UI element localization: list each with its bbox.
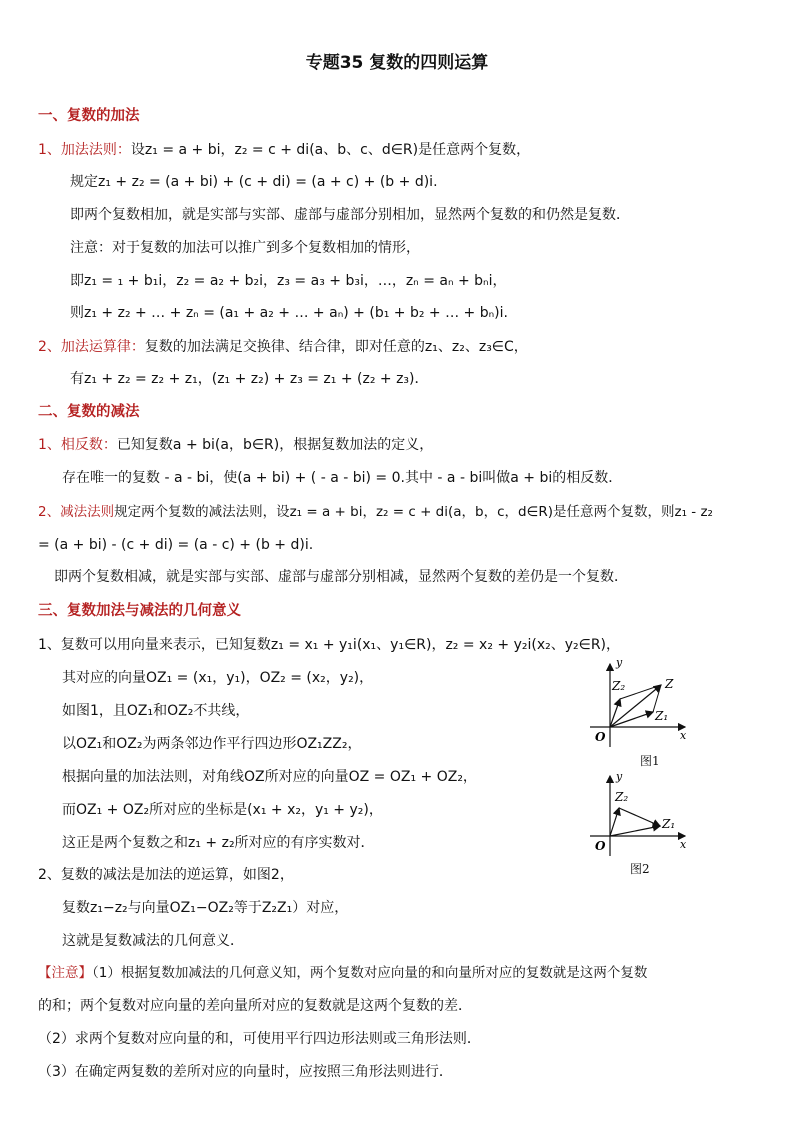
geometry-line-6: 而OZ₁ + OZ₂所对应的坐标是(x₁ + x₂，y₁ + y₂)， bbox=[62, 802, 383, 818]
opposite-number-text: 已知复数a + bi(a，b∈R)，根据复数加法的定义， bbox=[116, 437, 434, 453]
page-title: 专题35 复数的四则运算 bbox=[305, 53, 489, 73]
figure-2-caption: 图2 bbox=[630, 862, 650, 876]
fig2-label-o: O bbox=[595, 839, 606, 853]
addition-rule-label: 1、加法法则： bbox=[38, 142, 131, 158]
geometry-line-2: 其对应的向量OZ₁ = (x₁，y₁)，OZ₂ = (x₂，y₂)， bbox=[62, 670, 374, 686]
fig2-label-y: y bbox=[616, 770, 623, 783]
section-heading-subtraction: 二、复数的减法 bbox=[38, 404, 140, 420]
subtraction-explanation: 即两个复数相减，就是实部与实部、虚部与虚部分别相减，显然两个复数的差仍是一个复数． bbox=[54, 569, 628, 585]
note-text-3: （3）在确定两复数的差所对应的向量时，应按照三角形法则进行． bbox=[38, 1064, 453, 1080]
vector-z2z1 bbox=[619, 808, 660, 826]
addition-rule-paragraph bbox=[38, 141, 530, 159]
fig2-label-x: x bbox=[680, 838, 687, 851]
note-text-2: （2）求两个复数对应向量的和，可使用平行四边形法则或三角形法则． bbox=[38, 1031, 481, 1047]
section-heading-geometry: 三、复数加法与减法的几何意义 bbox=[38, 603, 241, 619]
fig1-label-z: Z bbox=[665, 677, 674, 691]
geometry-line-1: 1、复数可以用向量来表示，已知复数z₁ = x₁ + y₁i(x₁、y₁∈R)，z₂ = x₂ + y₂i(x₂、y₂∈R)， bbox=[38, 637, 621, 653]
addition-sequence: 即z₁ = ₁ + b₁i，z₂ = a₂ + b₂i，z₃ = a₃ + b₃i，…，zₙ = aₙ + bₙi， bbox=[70, 273, 507, 289]
geometry-line-10: 这就是复数减法的几何意义． bbox=[62, 933, 244, 949]
note-label: 【注意】 bbox=[38, 965, 92, 981]
vector-oz1 bbox=[610, 712, 653, 727]
addition-note: 注意：对于复数的加法可以推广到多个复数相加的情形， bbox=[70, 240, 420, 256]
addition-explanation: 即两个复数相加，就是实部与实部、虚部与虚部分别相加，显然两个复数的和仍然是复数． bbox=[70, 207, 630, 223]
fig1-label-y: y bbox=[616, 656, 623, 669]
note-text-1: （1）根据复数加减法的几何意义知，两个复数对应向量的和向量所对应的复数就是这两个复数 bbox=[92, 965, 648, 981]
fig2-label-z2: Z₂ bbox=[615, 790, 629, 804]
subtraction-rule-label: 2、减法法则 bbox=[38, 504, 115, 520]
subtraction-rule-formula: = (a + bi) - (c + di) = (a - c) + (b + d)i. bbox=[38, 537, 314, 553]
figure-1-diagram bbox=[585, 652, 700, 752]
fig1-label-x: x bbox=[680, 729, 687, 742]
fig1-label-z2: Z₂ bbox=[612, 679, 626, 693]
addition-law-label: 2、加法运算律： bbox=[38, 339, 145, 355]
opposite-number-definition: 存在唯一的复数 - a - bi，使(a + bi) + ( - a - bi) = 0.其中 - a - bi叫做a + bi的相反数． bbox=[62, 470, 623, 486]
geometry-line-7: 这正是两个复数之和z₁ + z₂所对应的有序实数对． bbox=[62, 835, 375, 851]
addition-law-formula: 有z₁ + z₂ = z₂ + z₁，(z₁ + z₂) + z₃ = z₁ + (z₂ + z₃)． bbox=[70, 371, 429, 387]
section-heading-addition: 一、复数的加法 bbox=[38, 108, 140, 124]
note-paragraph-1 bbox=[38, 964, 647, 982]
geometry-line-9: 复数z₁−z₂与向量OZ₁−OZ₂等于Z₂Z₁）对应， bbox=[62, 900, 349, 916]
geometry-line-3: 如图1，且OZ₁和OZ₂不共线， bbox=[62, 703, 250, 719]
geometry-line-8: 2、复数的减法是加法的逆运算，如图2， bbox=[38, 867, 294, 883]
opposite-number-paragraph bbox=[38, 436, 433, 454]
addition-rule-formula: 规定z₁ + z₂ = (a + bi) + (c + di) = (a + c) + (b + d)i. bbox=[70, 174, 438, 190]
addition-rule-text: 设z₁ = a + bi，z₂ = c + di(a、b、c、d∈R)是任意两个复数， bbox=[130, 142, 531, 158]
fig2-label-z1: Z₁ bbox=[662, 817, 676, 831]
parallelogram-side-top bbox=[620, 685, 661, 699]
vector-oz1 bbox=[610, 826, 660, 836]
vector-oz2 bbox=[610, 808, 619, 836]
geometry-line-5: 根据向量的加法法则，对角线OZ所对应的向量OZ = OZ₁ + OZ₂， bbox=[62, 769, 477, 785]
addition-law-paragraph bbox=[38, 338, 528, 356]
figure-1-caption: 图1 bbox=[640, 754, 660, 768]
subtraction-rule-paragraph bbox=[38, 503, 713, 521]
fig1-label-z1: Z₁ bbox=[655, 709, 669, 723]
fig1-label-o: O bbox=[595, 730, 606, 744]
subtraction-rule-text: 规定两个复数的减法法则，设z₁ = a + bi，z₂ = c + di(a，b，c，d∈R)是任意两个复数，则z₁ - z₂ bbox=[114, 504, 713, 520]
geometry-line-4: 以OZ₁和OZ₂为两条邻边作平行四边形OZ₁ZZ₂， bbox=[62, 736, 362, 752]
figure-2-diagram bbox=[585, 768, 700, 858]
addition-law-text: 复数的加法满足交换律、结合律，即对任意的z₁、z₂、z₃∈C， bbox=[144, 339, 528, 355]
opposite-number-label: 1、相反数： bbox=[38, 437, 117, 453]
note-text-1b: 的和；两个复数对应向量的差向量所对应的复数就是这两个复数的差． bbox=[38, 998, 472, 1014]
addition-sum-formula: 则z₁ + z₂ + … + zₙ = (a₁ + a₂ + … + aₙ) + (b₁ + b₂ + … + bₙ)i. bbox=[70, 305, 508, 321]
